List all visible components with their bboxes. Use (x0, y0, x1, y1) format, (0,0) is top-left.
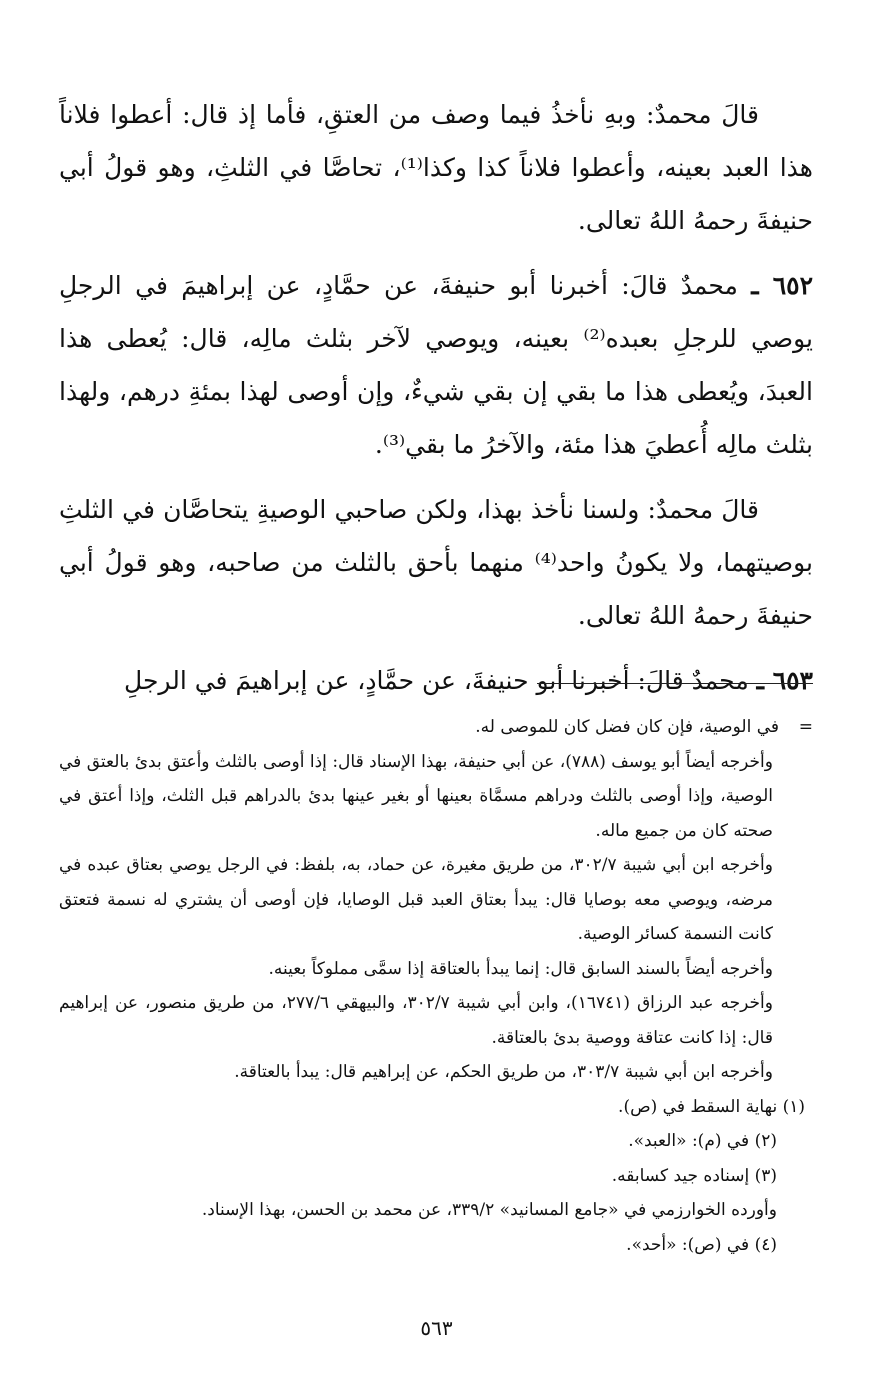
footnote-continuation-line: وأخرجه أيضاً أبو يوسف (٧٨٨)، عن أبي حنيفة، بهذا الإسناد قال: إذا أوصى بالثلث وأعتق بدئ بالعتق في الوصية، وإذا أوصى بالثلث ودراهم مسمَّاة بعينها أو بغير عينها بدئ بالدراهم قبل الثلث، وإذا أعتق في صحته كان من جميع ماله. (59, 751, 773, 841)
footnote-1: (١) نهاية السقط في (ص). (618, 1096, 805, 1117)
page-number: ٥٦٣ (420, 1316, 453, 1340)
main-text (59, 88, 813, 719)
footnote-3-continuation: وأورده الخوارزمي في «جامع المسانيد» ٣٣٩/٢، عن محمد بن الحسن، بهذا الإسناد. (201, 1200, 777, 1220)
paragraph-3 (59, 483, 813, 642)
continuation-marker: = (798, 717, 813, 737)
footnote-continuation-line: وأخرجه ابن أبي شيبة ٣٠٣/٧، من طريق الحكم، عن إبراهيم قال: يبدأ بالعتاقة. (234, 1062, 773, 1082)
hadith-number: ٦٥٢ ـ (751, 271, 814, 300)
footnote-text: في الوصية، فإن كان فضل كان للموصى له. (475, 717, 779, 737)
paragraph-1 (59, 88, 813, 247)
footnote-3: (٣) إسناده جيد كسابقه. (611, 1165, 777, 1186)
paragraph-text: محمدٌ قالَ: أخبرنا أبو حنيفةَ، عن حمَّادٍ، عن إبراهيمَ في الرجلِ يوصي للرجلِ بعبده⁽²⁾ بعينه، ويوصي لآخر بثلث مالِه، قال: يُعطى هذا العبدَ، ويُعطى هذا ما بقي إن بقي شيءٌ، وإن أوصى لهذا بمئةِ درهم، ولهذا بثلث مالِه أُعطيَ هذا مئة، والآخرُ ما بقي⁽³⁾. (59, 271, 813, 459)
footnote-continuation-line: وأخرجه ابن أبي شيبة ٣٠٢/٧، من طريق مغيرة، عن حماد، به، بلفظ: في الرجل يوصي بعتاق عبده في مرضه، ويوصي معه بوصايا قال: يبدأ بعتاق العبد قبل الوصايا، فإن أوصى أن يشتري له نسمة فتعتق كانت النسمة كسائر الوصية. (59, 855, 773, 944)
footnote-4: (٤) في (ص): «أحد». (626, 1234, 777, 1255)
paragraph-text: محمدٌ قالَ: أخبرنا أبو حنيفةَ، عن حمَّادٍ، عن إبراهيمَ في الرجلِ (124, 666, 749, 695)
footnote-2: (٢) في (م): «العبد». (628, 1131, 777, 1151)
paragraph-652 (59, 259, 813, 471)
paragraph-653 (59, 654, 813, 707)
paragraph-text: قالَ محمدٌ: ولسنا نأخذ بهذا، ولكن صاحبي الوصيةِ يتحاصَّان في الثلثِ بوصيتهما، ولا يكونُ واحد⁽⁴⁾ منهما بأحق بالثلث من صاحبه، وهو قولُ أبي حنيفةَ رحمهُ اللهُ تعالى. (59, 495, 813, 630)
footnote-continuation-line: وأخرجه عبد الرزاق (١٦٧٤١)، وابن أبي شيبة ٣٠٢/٧، والبيهقي ٢٧٧/٦، من طريق منصور، عن إبراهيم قال: إذا كانت عتاقة ووصية بدئ بالعتاقة. (59, 993, 773, 1048)
footnote-continuation-line (59, 710, 813, 745)
footnote-separator (537, 683, 813, 684)
footnotes (59, 710, 813, 1262)
hadith-number: ٦٥٣ ـ (756, 666, 813, 695)
paragraph-text: قالَ محمدٌ: وبهِ نأخذُ فيما وصف من العتقِ، فأما إذ قال: أعطوا فلاناً هذا العبد بعينه، وأعطوا فلاناً كذا وكذا⁽¹⁾، تحاصَّا في الثلثِ، وهو قولُ أبي حنيفةَ رحمهُ اللهُ تعالى. (59, 100, 813, 235)
footnote-continuation-line: وأخرجه أيضاً بالسند السابق قال: إنما يبدأ بالعتاقة إذا سمَّى مملوكاً بعينه. (268, 958, 773, 979)
